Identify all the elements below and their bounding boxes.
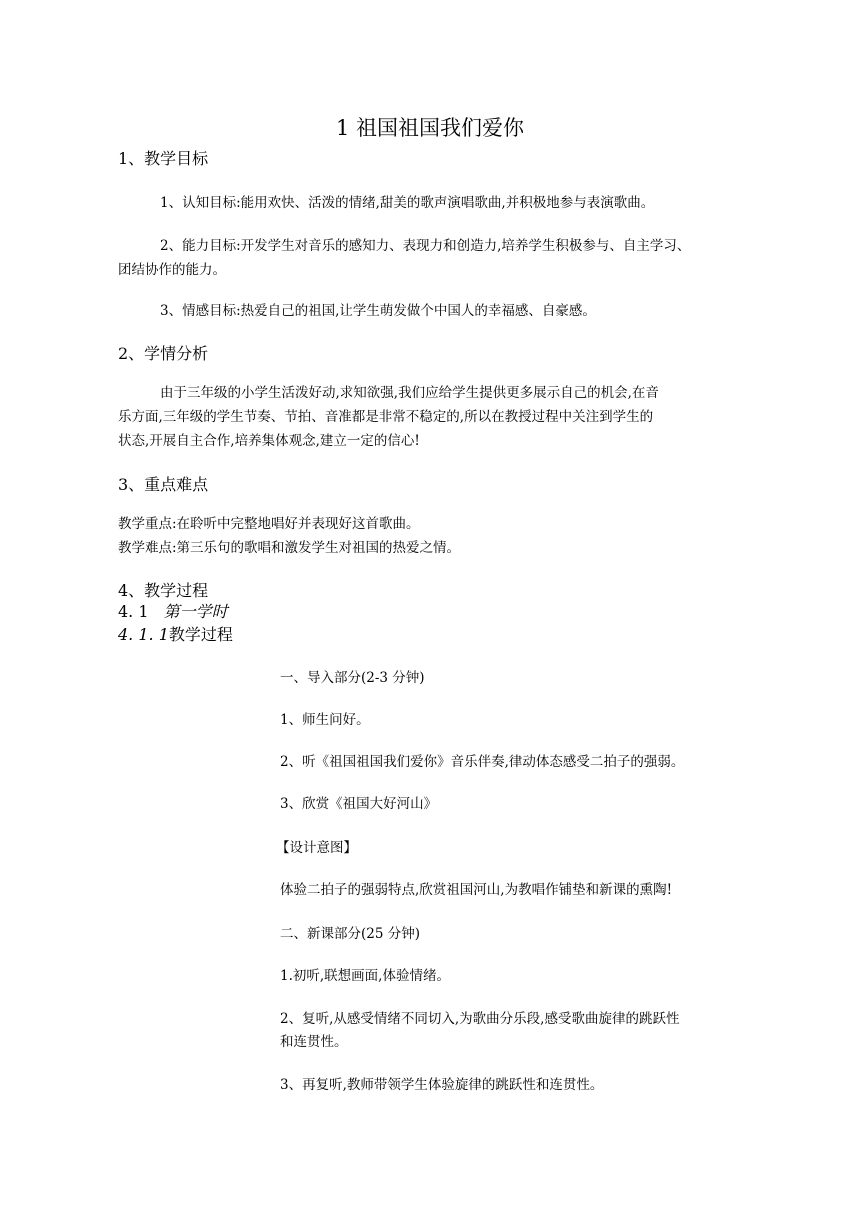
section-heading-process: 4、教学过程 bbox=[118, 581, 209, 600]
subsection-4-1 bbox=[118, 604, 228, 620]
analysis-line-2: 乐方面,三年级的学生节奏、节拍、音准都是非常不稳定的,所以在教授过程中关注到学生的 bbox=[118, 409, 654, 425]
process-step-third-listen: 3、再复听,教师带领学生体验旋律的跳跃性和连贯性。 bbox=[280, 1077, 604, 1093]
subsection-4-1-number: 4. 1 bbox=[118, 602, 149, 621]
difficult-point: 教学难点:第三乐句的歌唱和激发学生对祖国的热爱之情。 bbox=[118, 540, 461, 556]
subsection-4-1-1-label: 教学过程 bbox=[168, 625, 233, 644]
process-new-lesson-heading: 二、新课部分(25 分钟) bbox=[280, 926, 421, 942]
subsection-4-1-1-number: 4. 1. 1 bbox=[118, 625, 169, 644]
objective-cognitive: 1、认知目标:能用欢快、活泼的情绪,甜美的歌声演唱歌曲,并积极地参与表演歌曲。 bbox=[160, 195, 655, 211]
process-step-listen: 2、听《祖国祖国我们爱你》音乐伴奏,律动体态感受二拍子的强弱。 bbox=[280, 754, 685, 770]
objective-ability-cont: 团结协作的能力。 bbox=[118, 262, 226, 278]
process-step-appreciate: 3、欣赏《祖国大好河山》 bbox=[280, 796, 438, 812]
process-step-greeting: 1、师生问好。 bbox=[280, 712, 370, 728]
process-step-second-listen: 2、复听,从感受情绪不同切入,为歌曲分乐段,感受歌曲旋律的跳跃性 bbox=[280, 1011, 680, 1027]
section-heading-objectives: 1、教学目标 bbox=[118, 149, 209, 168]
section-heading-key-points: 3、重点难点 bbox=[118, 475, 209, 494]
section-heading-analysis: 2、学情分析 bbox=[118, 344, 209, 363]
design-intent-text: 体验二拍子的强弱特点,欣赏祖国河山,为教唱作铺垫和新课的熏陶! bbox=[280, 882, 673, 898]
objective-ability: 2、能力目标:开发学生对音乐的感知力、表现力和创造力,培养学生积极参与、自主学习、 bbox=[160, 238, 691, 254]
analysis-line-3: 状态,开展自主合作,培养集体观念,建立一定的信心! bbox=[118, 433, 420, 449]
process-step-second-listen-cont: 和连贯性。 bbox=[280, 1034, 348, 1050]
analysis-line-1: 由于三年级的小学生活泼好动,求知欲强,我们应给学生提供更多展示自己的机会,在音 bbox=[160, 385, 659, 401]
design-intent-heading: 【设计意图】 bbox=[276, 840, 357, 856]
objective-emotion: 3、情感目标:热爱自己的祖国,让学生萌发做个中国人的幸福感、自豪感。 bbox=[160, 303, 596, 319]
key-point: 教学重点:在聆听中完整地唱好并表现好这首歌曲。 bbox=[118, 516, 420, 532]
process-intro-heading: 一、导入部分(2-3 分钟) bbox=[280, 670, 425, 686]
subsection-4-1-label: 第一学时 bbox=[163, 602, 228, 621]
subsection-4-1-1 bbox=[118, 627, 233, 643]
document-title: 1 祖国祖国我们爱你 bbox=[335, 116, 525, 140]
process-step-first-listen: 1.初听,联想画面,体验情绪。 bbox=[280, 968, 450, 984]
